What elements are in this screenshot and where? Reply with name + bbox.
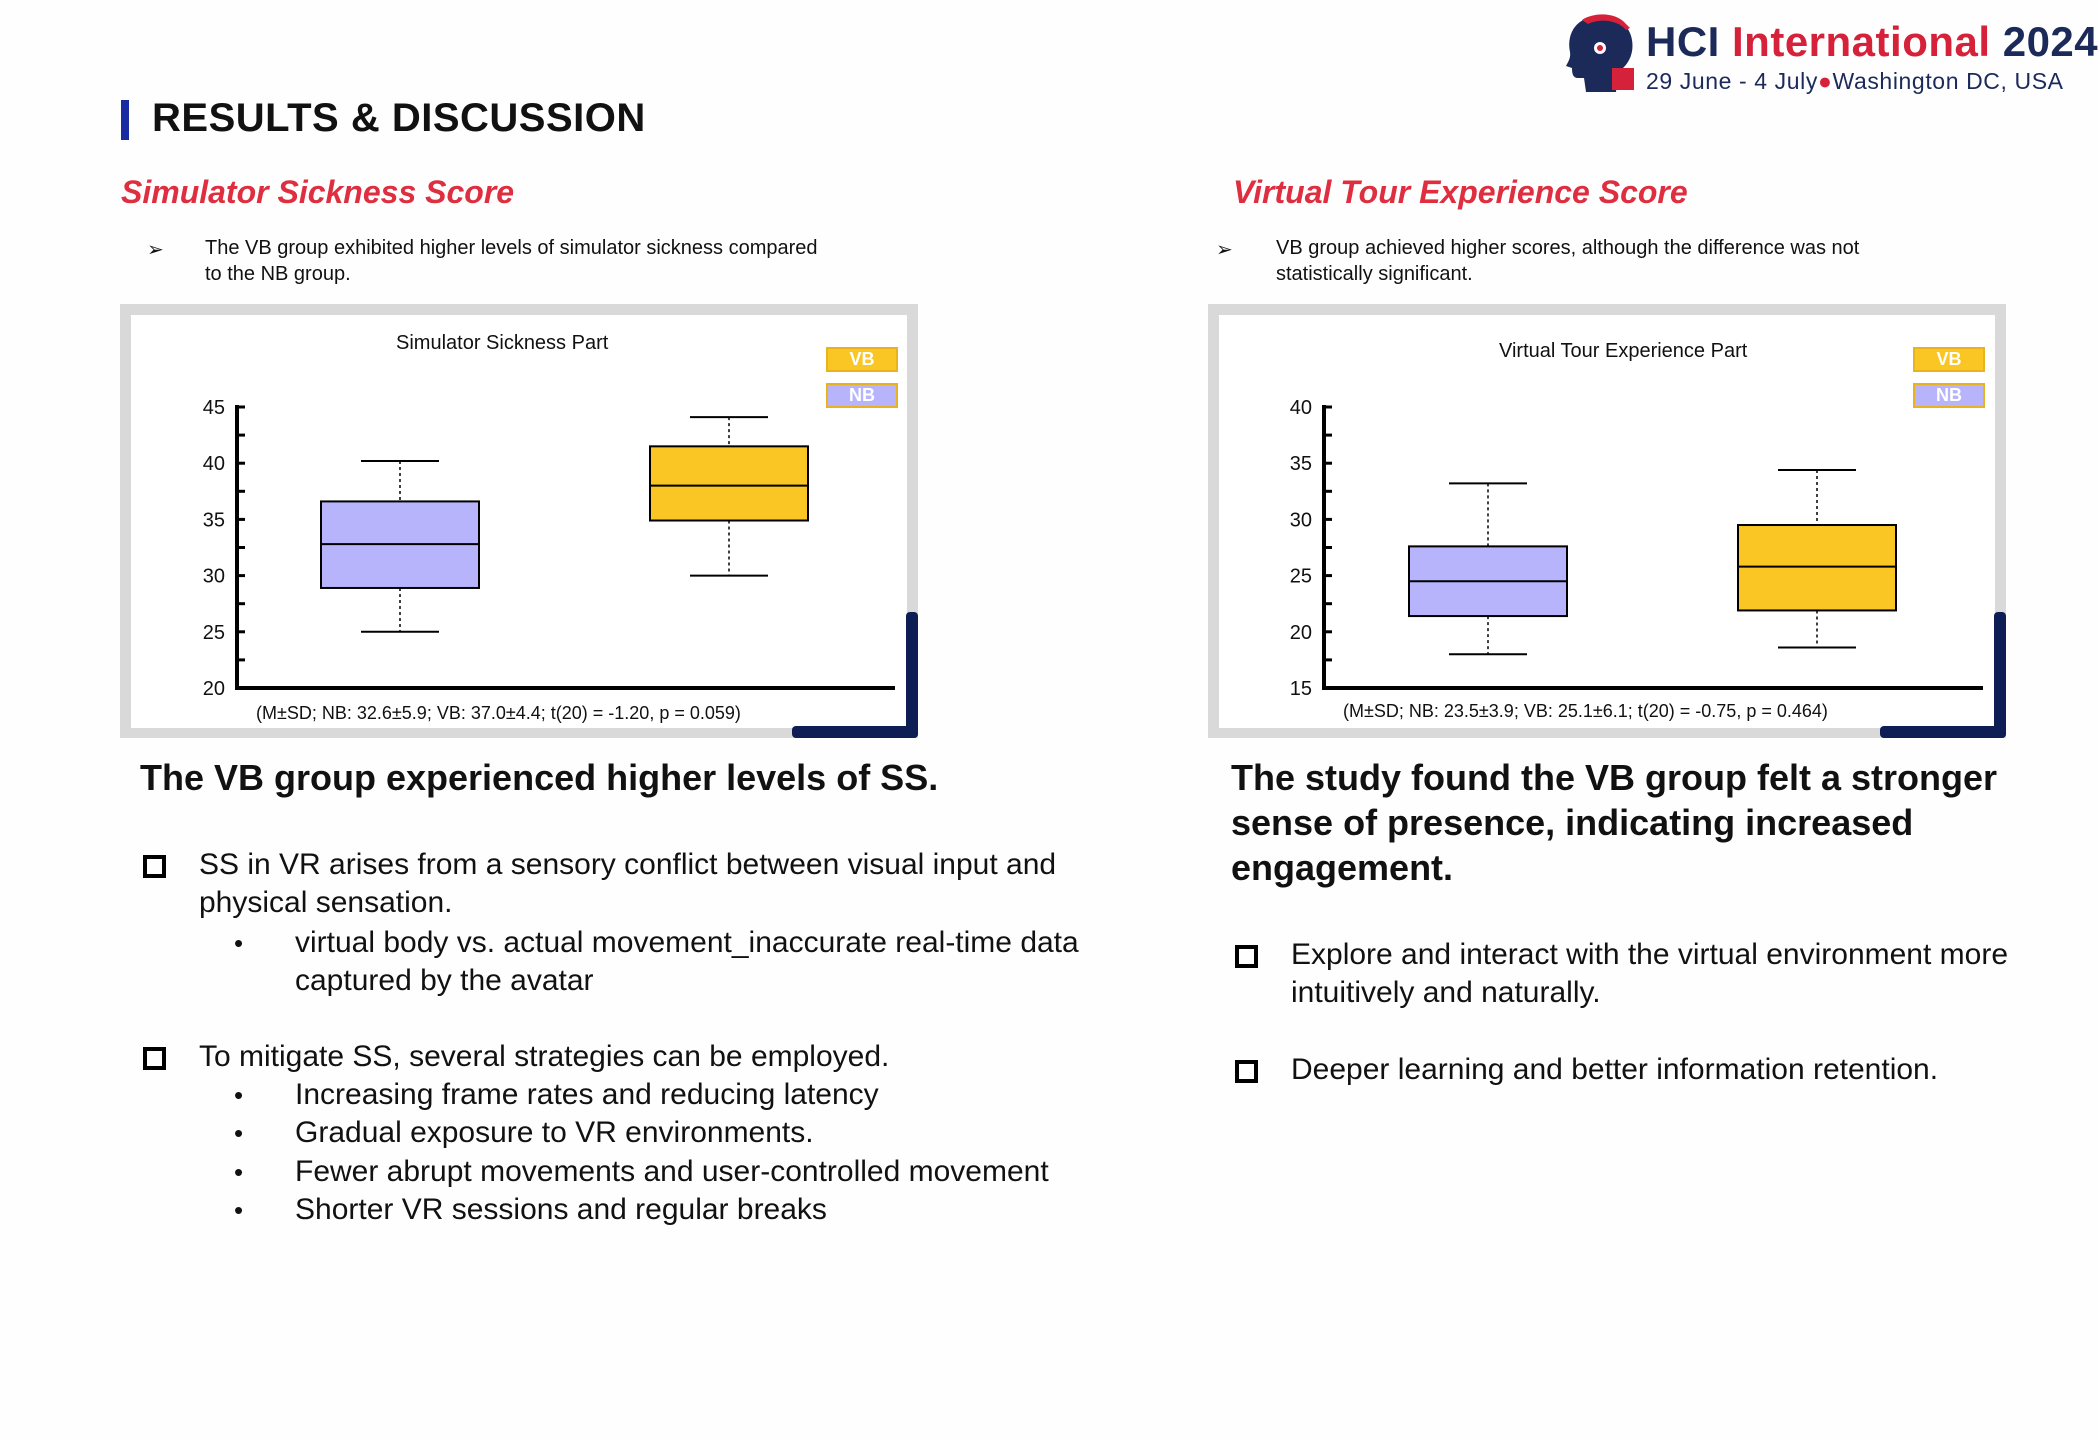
right-point-2: Deeper learning and better information retention. bbox=[1291, 1053, 1939, 1086]
right-description: VB group achieved higher scores, although the difference was not statistically significant. bbox=[1276, 237, 1860, 285]
y-tick-label: 35 bbox=[1289, 453, 1312, 476]
sub-bullet-icon: • bbox=[234, 1195, 244, 1225]
right-point-1: Explore and interact with the virtual environment more intuitively and naturally. bbox=[1291, 938, 2009, 1009]
left-point-2: To mitigate SS, several strategies can be employed. bbox=[199, 1040, 890, 1073]
logo-year: 2024 bbox=[2002, 18, 2098, 65]
sub-bullet-icon: • bbox=[234, 1118, 244, 1148]
sickness-chart-title: Simulator Sickness Part bbox=[396, 332, 609, 354]
logo-date: 29 June - 4 July bbox=[1646, 68, 1818, 94]
left-heading: Simulator Sickness Score bbox=[121, 174, 515, 210]
legend-nb: NB bbox=[1913, 383, 1985, 408]
y-tick-label: 25 bbox=[202, 621, 225, 644]
y-tick-label: 30 bbox=[202, 565, 225, 588]
tour-stats: (M±SD; NB: 23.5±3.9; VB: 25.1±6.1; t(20) = -0.75, p = 0.464) bbox=[1343, 701, 1828, 721]
y-tick-label: 35 bbox=[202, 509, 225, 532]
y-tick-label: 30 bbox=[1289, 509, 1312, 532]
y-tick-label: 20 bbox=[1289, 621, 1312, 644]
sickness-stats: (M±SD; NB: 32.6±5.9; VB: 37.0±4.4; t(20) = -1.20, p = 0.059) bbox=[256, 703, 741, 723]
arrow-bullet-icon: ➢ bbox=[147, 239, 164, 261]
arrow-bullet-icon: ➢ bbox=[1216, 239, 1233, 261]
square-bullet-icon bbox=[1235, 945, 1258, 968]
left-point-1: SS in VR arises from a sensory conflict between visual input and physical sensation. bbox=[199, 848, 1057, 919]
y-tick-label: 25 bbox=[1289, 565, 1312, 588]
left-point-2-sub-1: Increasing frame rates and reducing latency bbox=[295, 1078, 879, 1111]
left-description: The VB group exhibited higher levels of simulator sickness compared to the NB group. bbox=[205, 237, 818, 285]
right-conclusion: The study found the VB group felt a stronger sense of presence, indicating increased engagement. bbox=[1231, 757, 1998, 888]
y-tick-label: 45 bbox=[202, 397, 225, 419]
sub-bullet-icon: • bbox=[234, 1157, 244, 1187]
tour-chart-title: Virtual Tour Experience Part bbox=[1499, 340, 1748, 362]
sub-bullet-icon: • bbox=[234, 928, 244, 958]
y-tick-label: 40 bbox=[202, 453, 225, 476]
left-point-2-sub-3: Fewer abrupt movements and user-controlled movement bbox=[295, 1155, 1049, 1188]
right-heading: Virtual Tour Experience Score bbox=[1233, 174, 1688, 210]
logo-dot: ● bbox=[1817, 68, 1833, 94]
legend-vb: VB bbox=[826, 347, 898, 372]
logo-hci: HCI bbox=[1646, 18, 1720, 65]
y-tick-label: 20 bbox=[202, 678, 225, 700]
logo-place: Washington DC, USA bbox=[1832, 68, 2064, 94]
legend-vb: VB bbox=[1913, 347, 1985, 372]
left-point-1-sub-1: virtual body vs. actual movement_inaccurate real-time data captured by the avatar bbox=[295, 926, 1079, 997]
left-conclusion: The VB group experienced higher levels of SS. bbox=[140, 757, 939, 798]
section-title: RESULTS & DISCUSSION bbox=[152, 96, 646, 140]
logo-international: International bbox=[1732, 18, 1991, 65]
sub-bullet-icon: • bbox=[234, 1080, 244, 1110]
left-point-2-sub-2: Gradual exposure to VR environments. bbox=[295, 1116, 814, 1149]
y-tick-label: 40 bbox=[1289, 397, 1312, 419]
vb-box bbox=[1738, 525, 1896, 610]
legend-nb: NB bbox=[826, 383, 898, 408]
left-point-2-sub-4: Shorter VR sessions and regular breaks bbox=[295, 1193, 827, 1226]
y-tick-label: 15 bbox=[1289, 678, 1312, 700]
square-bullet-icon bbox=[1235, 1060, 1258, 1083]
